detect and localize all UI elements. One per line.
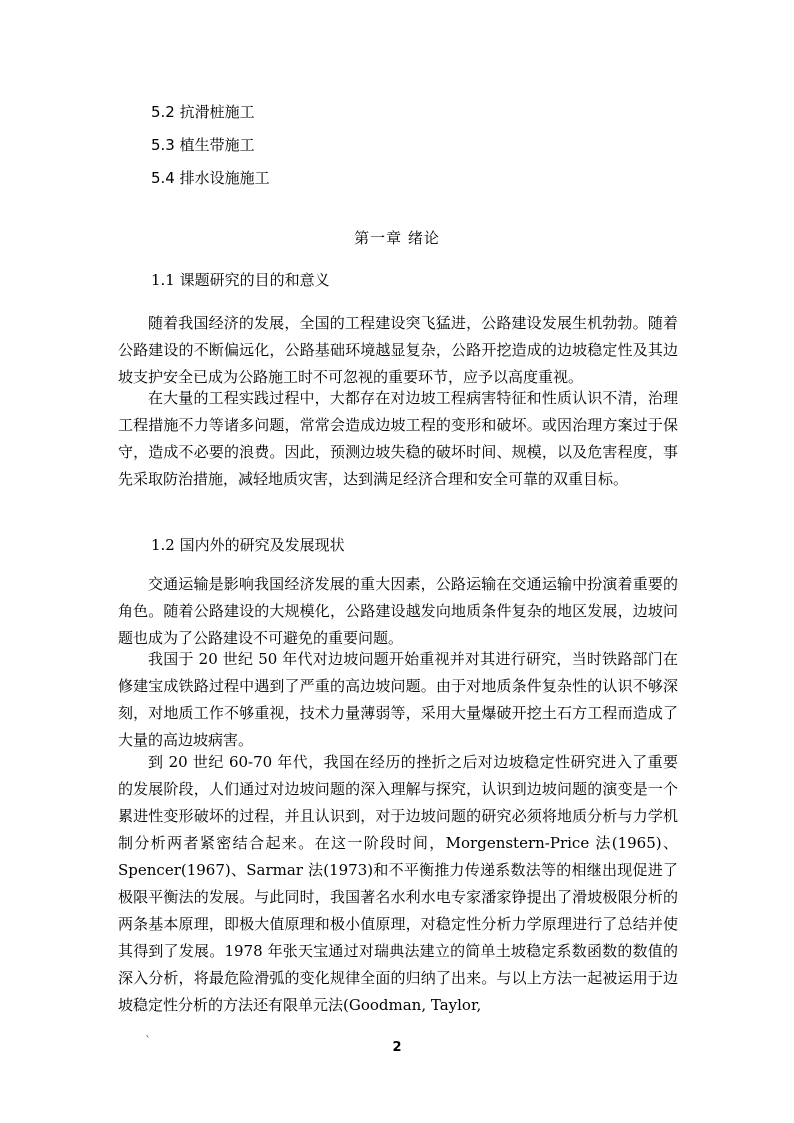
toc-item: 5.4 排水设施施工 — [151, 169, 270, 187]
chapter-title: 第一章 绪论 — [354, 229, 440, 247]
paragraph: 在大量的工程实践过程中，大都存在对边坡工程病害特征和性质认识不清，治理工程措施不力等诸多问题，常常会造成边坡工程的变形和破坏。或因治理方案过于保守，造成不必要的浪费。因此，预测边坡失稳的破坏时间、规模，以及危害程度，事先采取防治措施，减轻地质灾害，达到满足经济合理和安全可靠的双重目标。 — [118, 389, 678, 488]
section-heading: 1.1 课题研究的目的和意义 — [151, 271, 330, 289]
paragraph: 交通运输是影响我国经济发展的重大因素，公路运输在交通运输中扮演着重要的角色。随着公路建设的大规模化，公路建设越发向地质条件复杂的地区发展，边坡问题也成为了公路建设不可避免的重要问题。 — [118, 575, 678, 647]
footer-mark: ` — [145, 1034, 151, 1048]
toc-item: 5.2 抗滑桩施工 — [151, 103, 255, 121]
section-heading: 1.2 国内外的研究及发展现状 — [151, 536, 345, 554]
toc-item: 5.3 植生带施工 — [151, 136, 255, 154]
page-number: 2 — [392, 1040, 402, 1055]
paragraph: 随着我国经济的发展，全国的工程建设突飞猛进，公路建设发展生机勃勃。随着公路建设的不断偏远化，公路基础环境越显复杂，公路开挖造成的边坡稳定性及其边坡支护安全已成为公路施工时不可忽视的重要环节，应予以高度重视。 — [118, 314, 678, 386]
paragraph: 到 20 世纪 60-70 年代，我国在经历的挫折之后对边坡稳定性研究进入了重要的发展阶段，人们通过对边坡问题的深入理解与探究，认识到边坡问题的演变是一个累进性变形破坏的过程，并且认识到，对于边坡问题的研究必须将地质分析与力学机制分析两者紧密结合起来。在这一阶段时间，Morgenstern-Price 法(1965)、Spencer(1967)、Sarmar 法(1973)和不平衡推力传递系数法等的相继出现促进了极限平衡法的发展。与此同时，我国著名水利水电专家潘家铮提出了滑坡极限分析的两条基本原理，即极大值原理和极小值原理，对稳定性分析力学原理进行了总结并使其得到了发展。1978 年张天宝通过对瑞典法建立的简单土坡稳定系数函数的数值的深入分析，将最危险滑弧的变化规律全面的归纳了出来。与以上方法一起被运用于边坡稳定性分析的方法还有限单元法(Goodman, Taylor, — [118, 753, 678, 1014]
paragraph: 我国于 20 世纪 50 年代对边坡问题开始重视并对其进行研究，当时铁路部门在修建宝成铁路过程中遇到了严重的高边坡问题。由于对地质条件复杂性的认识不够深刻，对地质工作不够重视，技术力量薄弱等，采用大量爆破开挖土石方工程而造成了大量的高边坡病害。 — [118, 650, 678, 749]
